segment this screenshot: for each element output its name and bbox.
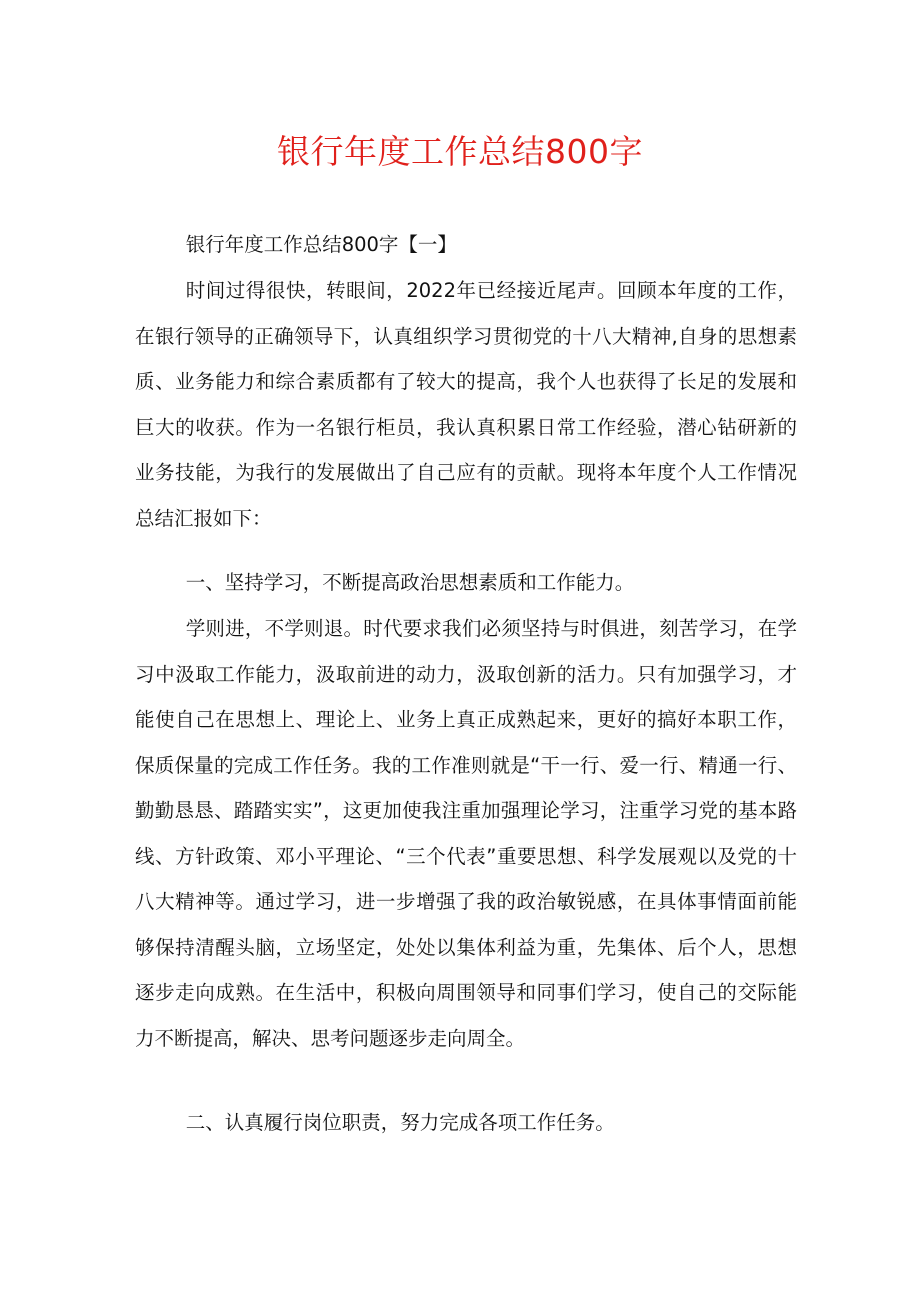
study-paragraph: 学则进，不学则退。时代要求我们必须坚持与时俱进，刻苦学习，在学习中汲取工作能力，汲取前进的动力，汲取创新的活力。只有加强学习，才能使自己在思想上、理论上、业务上真正成熟起来，更好的搞好本职工作，保质保量的完成工作任务。我的工作准则就是“干一行、爱一行、精通一行、勤勤恳恳、踏踏实实”，这更加使我注重加强理论学习，注重学习党的基本路线、方针政策、邓小平理论、“三个代表”重要思想、科学发展观以及党的十八大精神等。通过学习，进一步增强了我的政治敏锐感，在具体事情面前能够保持清醒头脑，立场坚定，处处以集体利益为重，先集体、后个人，思想逐步走向成熟。在生活中，积极向周围领导和同事们学习，使自己的交际能力不断提高，解决、思考问题逐步走向周全。 [135,617,797,1050]
document-title: 银行年度工作总结800字 [277,132,643,171]
section-heading-1: 一、坚持学习，不断提高政治思想素质和工作能力。 [185,571,635,594]
section-subtitle: 银行年度工作总结800字【一】 [185,233,457,256]
intro-paragraph: 时间过得很快，转眼间，2022年已经接近尾声。回顾本年度的工作，在银行领导的正确领导下，认真组织学习贯彻党的十八大精神,自身的思想素质、业务能力和综合素质都有了较大的提高，我个人也获得了长足的发展和巨大的收获。作为一名银行柜员，我认真积累日常工作经验，潜心钻研新的业务技能，为我行的发展做出了自己应有的贡献。现将本年度个人工作情况总结汇报如下： [135,279,797,530]
section-heading-2: 二、认真履行岗位职责，努力完成各项工作任务。 [185,1111,615,1134]
